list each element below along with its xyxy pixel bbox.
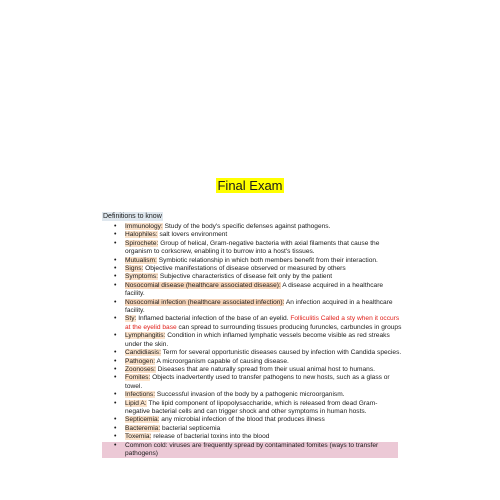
definition-term: Bacteremia: — [125, 424, 161, 432]
definition-term: Immunology: — [125, 223, 163, 230]
definition-term: Nosocomial disease (healthcare associated disease): — [125, 281, 281, 289]
definition-term: Toxemia: — [125, 433, 152, 441]
definition-term: Pathogen: — [125, 357, 156, 365]
definition-text: Study of the body's specific defenses against pathogens. — [162, 223, 331, 230]
definition-text: Successful invasion of the body by a pathogenic microorganism. — [155, 391, 345, 399]
list-item — [102, 349, 402, 357]
definition-term: Lipid A: — [125, 399, 147, 407]
definition-text: Symbiotic relationship in which both members benefit from their interaction. — [156, 256, 378, 264]
definition-text: Objective manifestations of disease observed or measured by others — [143, 265, 346, 273]
definition-term: Zoonoses: — [125, 365, 156, 373]
list-item — [102, 273, 402, 281]
definition-term: Symptoms: — [125, 273, 158, 281]
definition-term: Lymphangitis: — [125, 332, 166, 340]
list-item — [102, 257, 402, 265]
list-item — [102, 231, 402, 239]
definition-text: Objects inadvertently used to transfer pathogens to new hosts, such as a glass or towel. — [125, 374, 390, 390]
definition-text: Subjective characteristics of disease felt only by the patient — [157, 273, 333, 281]
list-item — [102, 299, 402, 316]
definition-text: Diseases that are naturally spread from their usual animal host to humans. — [155, 365, 375, 373]
definition-text: Common cold: viruses are frequently spread by contaminated fomites (ways to transfer pathogens) — [125, 441, 379, 457]
list-item — [102, 425, 402, 433]
list-item-highlighted — [102, 442, 398, 459]
definition-term: Spirochete: — [125, 239, 159, 247]
definition-text: The lipid component of lipopolysaccharide, which is released from dead Gram-negative bacterial cells and can trigger shock and other symptoms in human hosts. — [125, 399, 378, 415]
definition-term: Halophiles: — [125, 231, 158, 239]
list-item — [102, 391, 402, 399]
definition-text: A disease acquired in a healthcare facility. — [125, 281, 384, 298]
definition-term: Candidiasis: — [125, 349, 161, 357]
document-title: Final Exam — [217, 178, 283, 193]
definition-text: bacterial septicemia — [160, 424, 221, 432]
definition-text: salt lovers environment — [157, 231, 228, 239]
list-item — [102, 366, 402, 374]
definition-term: Signs: — [125, 265, 144, 273]
definition-text: any microbial infection of the blood that produces illness — [159, 416, 325, 424]
list-item — [102, 282, 402, 299]
definition-red-text: Folliculitis Called a sty when it occurs at the eyelid base — [125, 315, 400, 331]
list-item — [102, 358, 402, 366]
definition-text: Group of helical, Gram-negative bacteria with axial filaments that cause the organism to corkscrew, enabling it to burrow into a host's tissues. — [125, 239, 380, 256]
list-item — [102, 433, 402, 441]
definitions-section — [102, 205, 402, 458]
list-item — [102, 416, 402, 424]
definition-term: Fomites: — [125, 374, 151, 382]
list-item — [102, 332, 402, 349]
definition-term: Septicemia: — [125, 416, 160, 424]
list-item — [102, 400, 402, 417]
list-item — [102, 223, 402, 231]
list-item — [102, 240, 402, 257]
title-container — [0, 177, 500, 195]
definition-text: A microorganism capable of causing disease. — [155, 357, 289, 365]
definition-term: Mutualism: — [125, 256, 157, 264]
section-heading: Definitions to know — [103, 213, 162, 220]
definition-text: Condition in which inflamed lymphatic vessels become visible as red streaks under the skin. — [125, 332, 390, 348]
definition-term: Sty: — [125, 315, 137, 323]
list-item — [102, 315, 402, 332]
definition-text-continued: can spread to surrounding tissues producing furuncles, carbuncles in groups — [176, 323, 402, 331]
definition-term: Infections: — [125, 391, 156, 399]
definition-text: Inflamed bacterial infection of the base of an eyelid. — [136, 315, 289, 323]
definitions-list — [102, 223, 402, 458]
definition-text: release of bacterial toxins into the blood — [151, 433, 270, 441]
definition-text: An infection acquired in a healthcare facility. — [125, 298, 393, 315]
list-item — [102, 374, 402, 391]
definition-text: Term for several opportunistic diseases caused by infection with Candida species. — [160, 349, 402, 357]
list-item — [102, 265, 402, 273]
definition-term: Nosocomial infection (healthcare associated infection): — [125, 298, 285, 306]
